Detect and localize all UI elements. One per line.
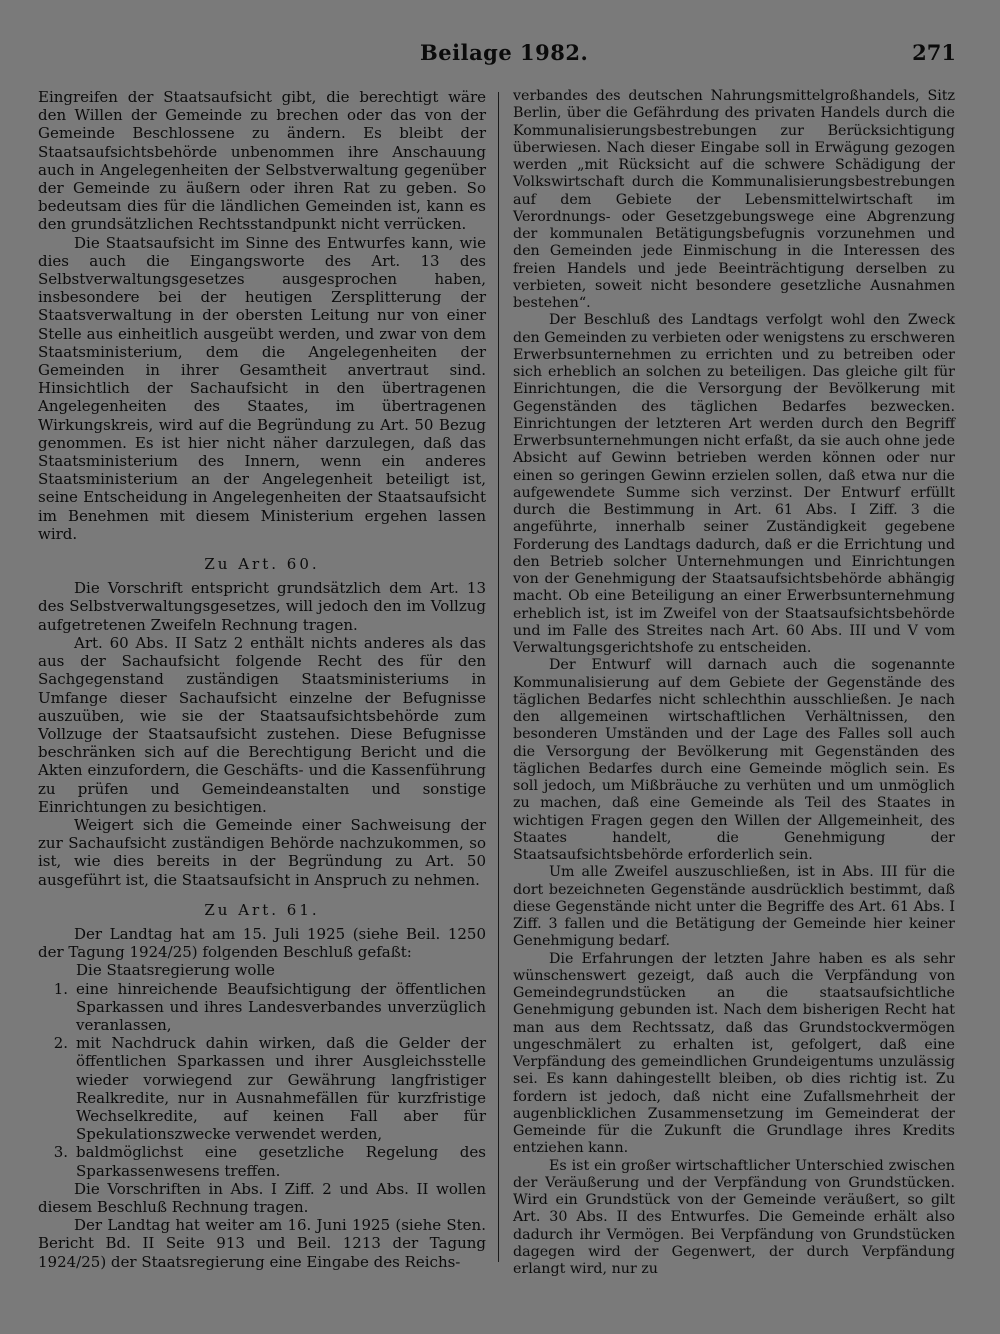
list-item — [38, 1143, 486, 1179]
paragraph: Um alle Zweifel auszuschließen, ist in Abs. III für die dort bezeichneten Gegenstände ausdrücklich bestimmt, daß diese Gegenstände nicht unter die Begriffe des Art. 61 Abs. I Ziff. 3 fallen und die Betätigung der Gemeinde hier keiner Genehmigung bedarf. — [513, 864, 955, 950]
paragraph: verbandes des deutschen Nahrungsmittelgroßhandels, Sitz Berlin, über die Gefährdung des privaten Handels durch die Kommunalisierungsbestrebungen zur Berücksichtigung überwiesen. Nach dieser Eingabe soll in Erwägung gezogen werden „mit Rücksicht auf die schwere Schädigung der Volkswirtschaft durch die Kommunalisierungsbestrebungen auf dem Gebiete der Lebensmittelwirtschaft im Verordnungs- oder Gesetzgebungswege eine Abgrenzung der kommunalen Betätigungsbefugnis vorzunehmen und den Gemeinden jede Einmischung in die Interessen des freien Handels und jede Beeinträchtigung derselben zu verbieten, soweit nicht besondere gesetzliche Ausnahmen bestehen“. — [513, 88, 955, 311]
header-title: Beilage 1982. — [420, 40, 589, 65]
section-heading: Zu Art. 61. — [204, 900, 320, 919]
paragraph: Der Beschluß des Landtags verfolgt wohl den Zweck den Gemeinden zu verbieten oder wenigstens zu erschweren Erwerbsunternehmen zu errichten und zu betreiben oder sich erheblich an solchen zu beteiligen. Das gleiche gilt für Einrichtungen, die die Versorgung der Bevölkerung mit Gegenständen des täglichen Bedarfes bezwecken. Einrichtungen der letzteren Art werden durch den Begriff Erwerbsunternehmungen nicht erfaßt, da sie auch ohne jede Absicht auf Gewinn betrieben werden können oder nur einen so geringen Gewinn erzielen sollen, daß etwa nur die aufgewendete Summe sich verzinst. Der Entwurf erfüllt durch die Bestimmung in Art. 61 Abs. I Ziff. 3 die angeführte, innerhalb seiner Zuständigkeit gegebene Forderung des Landtags dadurch, daß er die Errichtung und den Betrieb solcher Unternehmungen und Einrichtungen von der Genehmigung der Staatsaufsichtsbehörde abhängig macht. Ob eine Beteiligung an einer Erwerbsunternehmung erheblich ist, ist im Zweifel von der Staatsaufsichtsbehörde und im Falle des Streites nach Art. 60 Abs. III und V vom Verwaltungsgerichtshofe zu entscheiden. — [513, 312, 955, 656]
list-text: mit Nachdruck dahin wirken, daß die Gelder der öffentlichen Sparkassen und ihrer Ausgleichsstelle wieder vorwiegend zur Gewährung langfristiger Realkredite, nur in Ausnahmefällen für kurzfristige Wechselkredite, auf keinen Fall aber für Spekulationszwecke verwendet werden, — [76, 1034, 486, 1144]
list-number: 1. — [53, 979, 68, 998]
column-divider — [498, 92, 499, 1262]
paragraph: Die Vorschriften in Abs. I Ziff. 2 und Abs. II wollen diesem Beschluß Rechnung tragen. — [38, 1179, 486, 1216]
list-item — [38, 980, 486, 1035]
paragraph: Es ist ein großer wirtschaftlicher Unterschied zwischen der Veräußerung und der Verpfändung von Grundstücken. Wird ein Grundstück von der Gemeinde veräußert, so gilt Art. 30 Abs. II des Entwurfes. Die Gemeinde erhält also dadurch ihr Vermögen. Bei Verpfändung von Grundstücken dagegen wird der Gegenwert, der durch Verpfändung erlangt wird, nur zu — [513, 1157, 955, 1277]
list-text: baldmöglichst eine gesetzliche Regelung des Sparkassenwesens treffen. — [76, 1143, 486, 1180]
list-number: 3. — [53, 1143, 68, 1162]
left-column — [38, 88, 486, 1271]
list-item — [38, 1034, 486, 1143]
paragraph: Der Landtag hat weiter am 16. Juni 1925 (siehe Sten. Bericht Bd. II Seite 913 und Beil. 1213 der Tagung 1924/25) der Staatsregierung eine Eingabe des Reichs- — [38, 1216, 486, 1271]
paragraph: Der Entwurf will darnach auch die sogenannte Kommunalisierung auf dem Gebiete der Gegenstände des täglichen Bedarfes nicht schlechthin ausschließen. Je nach den allgemeinen wirtschaftlichen Verhältnissen, den besonderen Umständen und der Lage des Falles soll auch die Versorgung der Bevölkerung mit Gegenständen des täglichen Bedarfes durch eine Gemeinde möglich sein. Es soll jedoch, um Mißbräuche zu verhüten und um unmöglich zu machen, daß eine Gemeinde als Teil des Staates in wichtigen Fragen gegen den Willen der Allgemeinheit, des Staates handelt, die Genehmigung der Staatsaufsichtsbehörde erforderlich sein. — [513, 657, 955, 863]
paragraph: Eingreifen der Staatsaufsicht gibt, die berechtigt wäre den Willen der Gemeinde zu brechen oder das von der Gemeinde Beschlossene zu ändern. Es bleibt der Staatsaufsichtsbehörde unbenommen ihre Anschauung auch in Angelegenheiten der Selbstverwaltung gegenüber der Gemeinde zu äußern oder ihren Rat zu geben. So bedeutsam dies für die ländlichen Gemeinden ist, kann es den grundsätzlichen Rechtsstandpunkt nicht verrücken. — [38, 88, 486, 234]
paragraph: Art. 60 Abs. II Satz 2 enthält nichts anderes als das aus der Sachaufsicht folgende Recht des für den Sachgegenstand zuständigen Staatsministeriums in Umfange dieser Sachaufsicht einzelne der Befugnisse auszuüben, wie sie der Staatsaufsichtsbehörde zum Vollzuge der Staatsaufsicht zustehen. Diese Befugnisse beschränken sich auf die Berechtigung Bericht und die Akten einzufordern, die Geschäfts- und die Kassenführung zu prüfen und Gemeindeanstalten und sonstige Einrichtungen zu besichtigen. — [38, 633, 486, 816]
list-number: 2. — [53, 1034, 68, 1053]
paragraph: Die Vorschrift entspricht grundsätzlich dem Art. 13 des Selbstverwaltungsgesetzes, will jedoch den im Vollzug aufgetretenen Zweifeln Rechnung tragen. — [38, 579, 486, 634]
list-text: eine hinreichende Beaufsichtigung der öffentlichen Sparkassen und ihres Landesverbandes unverzüglich veranlassen, — [76, 979, 486, 1034]
right-column — [513, 88, 955, 1278]
page-header — [0, 40, 1000, 70]
paragraph: Der Landtag hat am 15. Juli 1925 (siehe Beil. 1250 der Tagung 1924/25) folgenden Beschluß gefaßt: — [38, 924, 486, 962]
paragraph: Die Erfahrungen der letzten Jahre haben es als sehr wünschenswert gezeigt, daß auch die Verpfändung von Gemeindegrundstücken an die staatsaufsichtliche Genehmigung gebunden ist. Nach dem bisherigen Recht hat man aus dem Rechtssatz, daß das Grundstockvermögen ungeschmälert zu erhalten ist, gefolgert, daß eine Verpfändung des gemeindlichen Grundeigentums unzulässig sei. Es kann dahingestellt bleiben, ob dies richtig ist. Zu fordern ist jedoch, daß nicht eine Zufallsmehrheit der augenblicklichen Zusammensetzung im Gemeinderat der Gemeinde für die Zukunft die Grundlage ihres Kredits entziehen kann. — [513, 950, 955, 1157]
paragraph: Weigert sich die Gemeinde einer Sachweisung der zur Sachaufsicht zuständigen Behörde nachzukommen, so ist, wie dies bereits in der Begründung zu Art. 50 ausgeführt ist, die Staatsaufsicht in Anspruch zu nehmen. — [38, 815, 486, 889]
page-number: 271 — [912, 40, 956, 65]
section-heading: Zu Art. 60. — [204, 555, 320, 574]
paragraph: Die Staatsaufsicht im Sinne des Entwurfes kann, wie dies auch die Eingangsworte des Art. 13 des Selbstverwaltungsgesetzes ausgesprochen haben, insbesondere bei der heutigen Zersplitterung der Staatsverwaltung in der obersten Leitung nur von einer Stelle aus einheitlich ausgeübt werden, und zwar von dem Staatsministerium, dem die Angelegenheiten der Gemeinden in ihrer Gesamtheit anvertraut sind. Hinsichtlich der Sachaufsicht in den übertragenen Angelegenheiten des Staates, im übertragenen Wirkungskreis, wird auf die Begründung zu Art. 50 Bezug genommen. Es ist hier nicht näher darzulegen, daß das Staatsministerium des Innern, wenn ein anderes Staatsministerium an der Angelegenheit beteiligt ist, seine Entscheidung in Angelegenheiten der Staatsaufsicht im Benehmen mit diesem Ministerium ergehen lassen wird. — [38, 233, 486, 543]
quote-intro: Die Staatsregierung wolle — [76, 961, 275, 980]
